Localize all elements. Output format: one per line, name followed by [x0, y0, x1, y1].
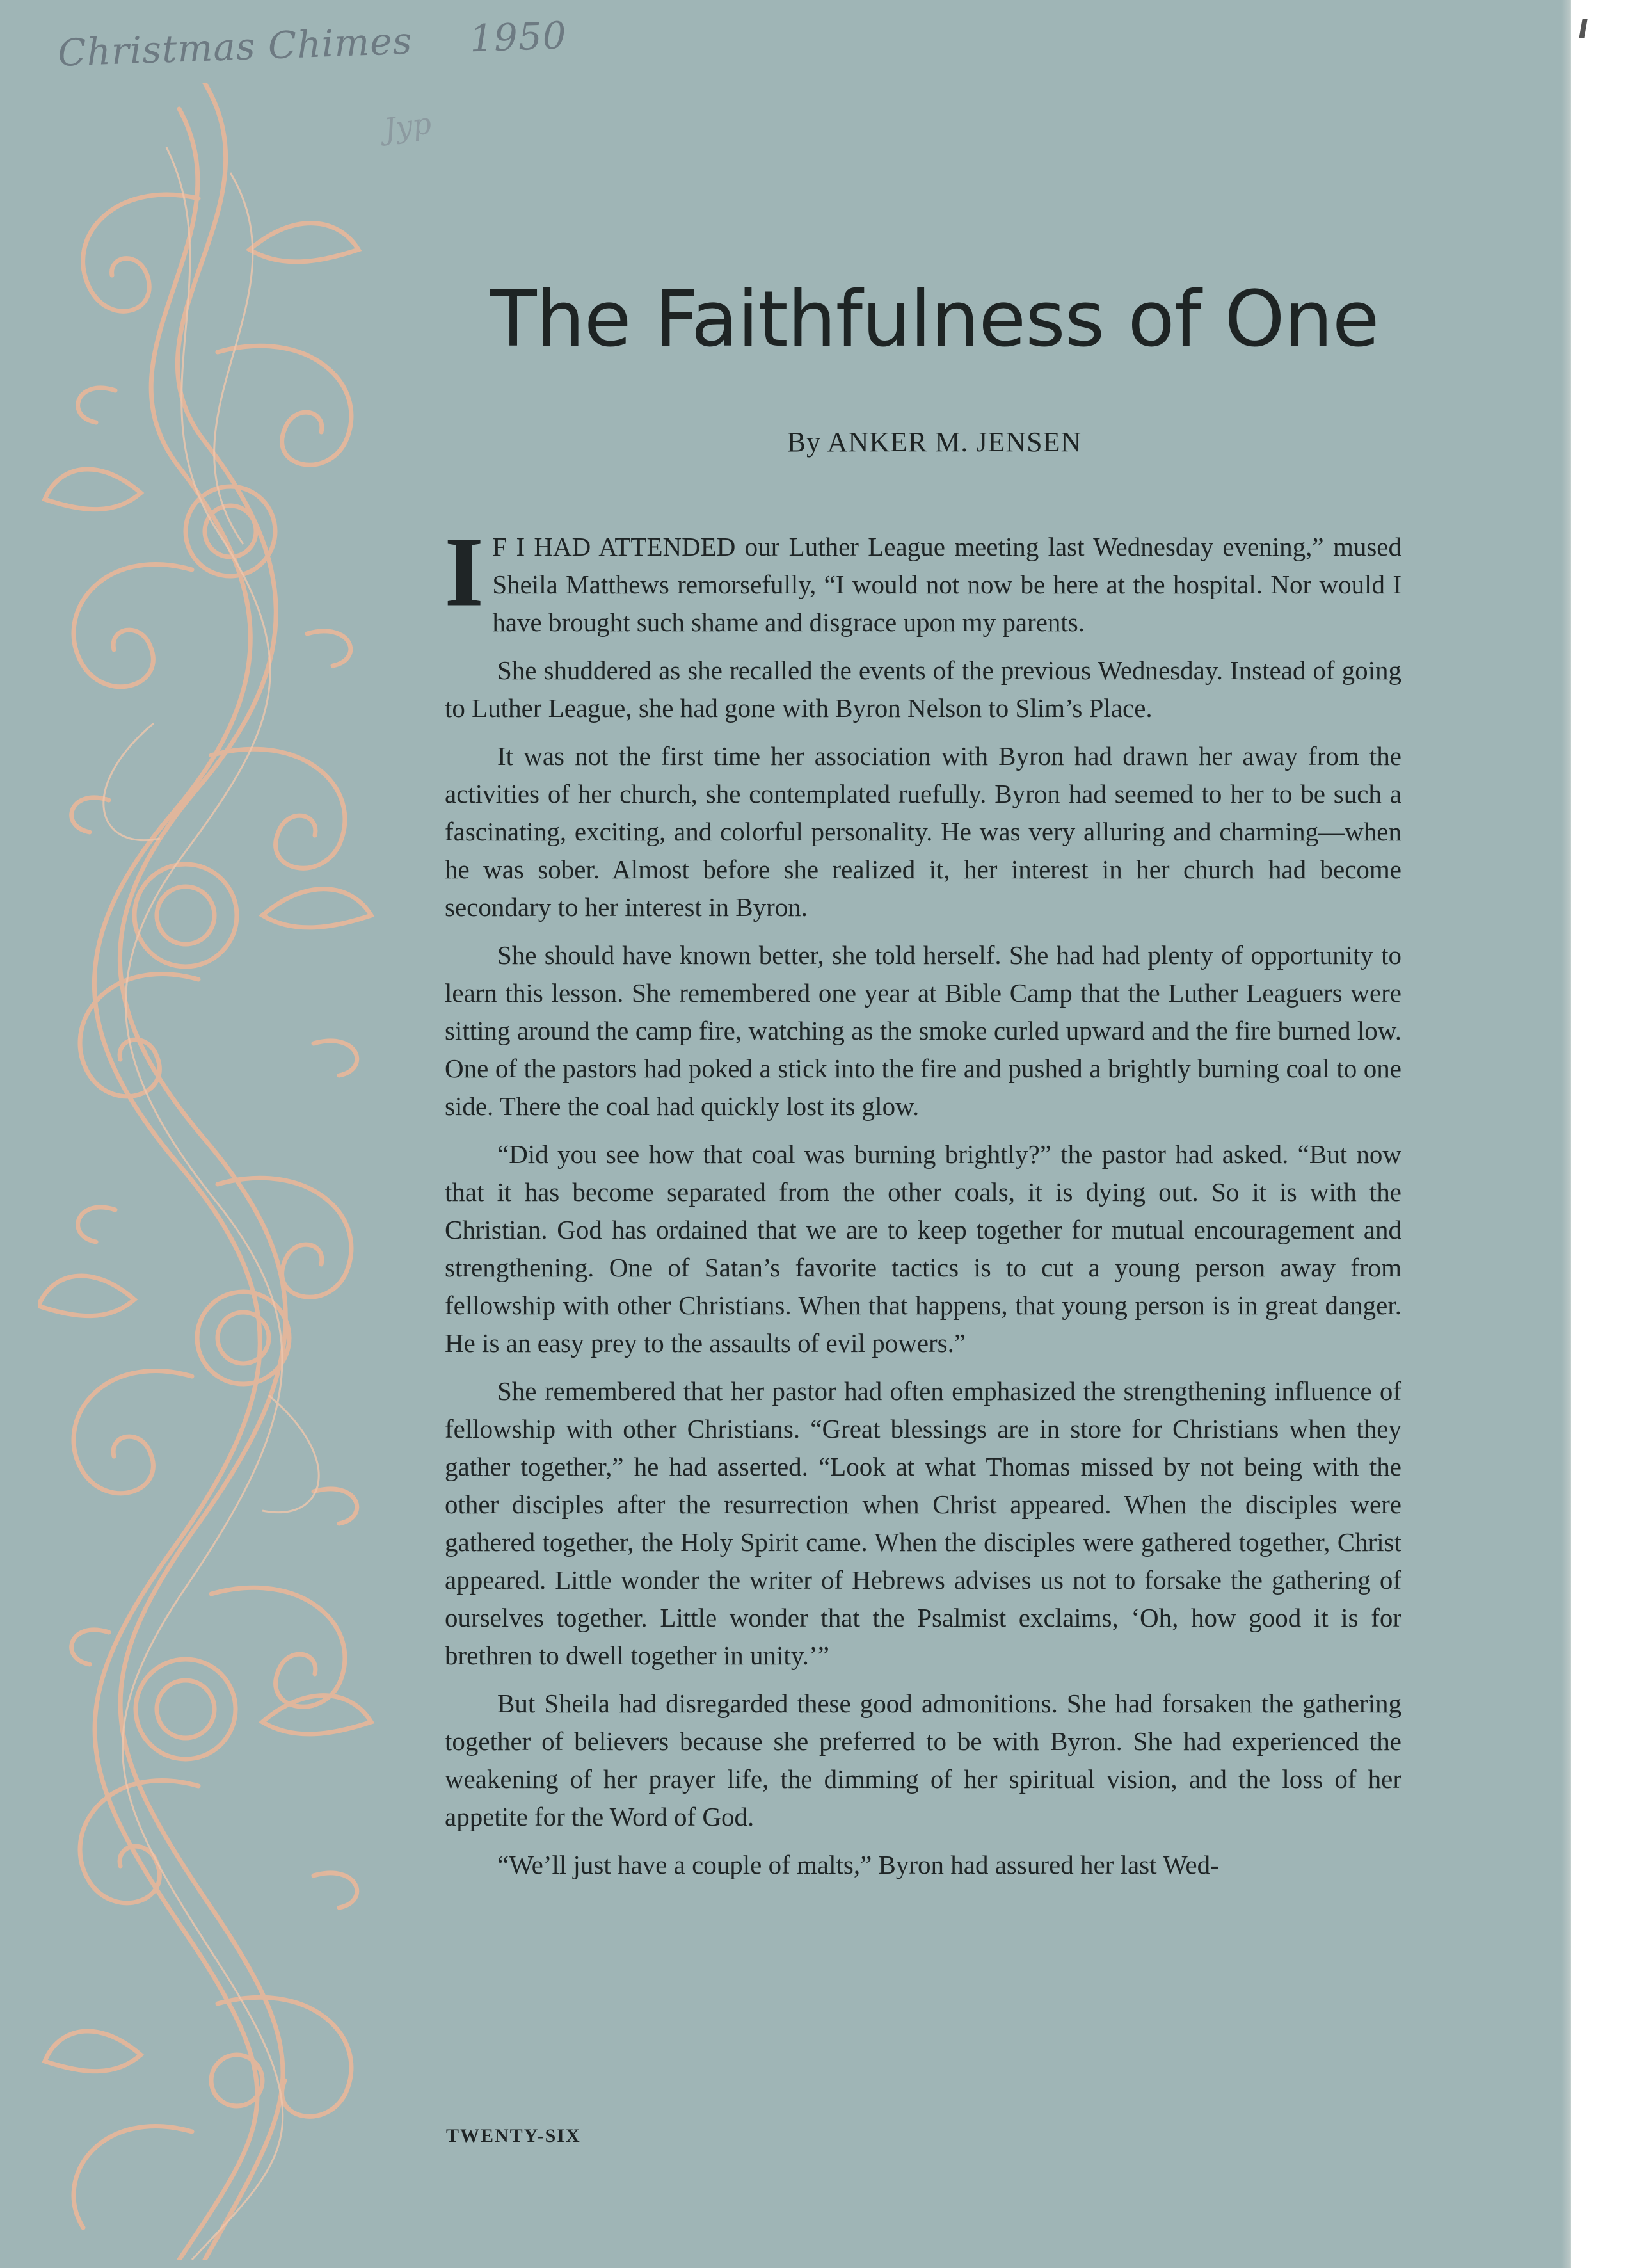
floral-border-ornament	[38, 83, 397, 2260]
handwritten-note-year: 1950	[468, 13, 568, 61]
page-edge	[1561, 0, 1571, 2268]
handwritten-note-text: Christmas Chimes	[57, 19, 413, 75]
article-body	[445, 517, 1401, 1894]
paragraph-3: It was not the first time her association with Byron had drawn her away from the activities of her church, she contemplated ruefully. Byron had seemed to her to be such a fascinating, exciting, and colorful personality. He was very alluring and charming—when he was sober. Almost before she realized it, her interest in her church had become secondary to her interest in Byron.	[445, 741, 1401, 922]
scan-corner-mark	[1579, 19, 1587, 38]
pencil-note: Jyp	[381, 106, 434, 147]
paragraph-7: But Sheila had disregarded these good admonitions. She had forsaken the gathering together of believers because she preferred to be with Byron. She had experienced the weakening of her prayer life, the dimming of her spiritual vision, and the loss of her appetite for the Word of God.	[445, 1689, 1401, 1831]
article-title: The Faithfulness of One	[490, 275, 1379, 364]
paragraph-6: She remembered that her pastor had often emphasized the strengthening influence of fellowship with other Christians. “Great blessings are in store for Christians when they gather together,” he had asserted. “Look at what Thomas missed by not being with the other disciples after the resurrection when Christ appeared. When the disciples were gathered together, the Holy Spirit came. When the disciples were gathered together, Christ appeared. Little wonder the writer of Hebrews advises us not to forsake the gathering of ourselves together. Little wonder that the Psalmist exclaims, ‘Oh, how good it is for brethren to dwell together in unity.’”	[445, 1376, 1401, 1670]
page-folio: TWENTY-SIX	[446, 2125, 581, 2146]
article-byline: By ANKER M. JENSEN	[787, 426, 1082, 458]
paragraph-5: “Did you see how that coal was burning brightly?” the pastor had asked. “But now that it has become separated from the other coals, it is dying out. So it is with the Christian. God has ordained that we are to keep together for mutual encouragement and strengthening. One of Satan’s favorite tactics is to cut a young person away from fellowship with other Christians. When that happens, that young person is in great danger. He is an easy prey to the assaults of evil powers.”	[445, 1139, 1401, 1358]
paragraph-8: “We’ll just have a couple of malts,” Byron had assured her last Wed-	[497, 1850, 1219, 1879]
drop-cap: I	[445, 517, 484, 627]
handwritten-note	[57, 13, 568, 75]
paragraph-2: She shuddered as she recalled the events of the previous Wednesday. Instead of going to Luther League, she had gone with Byron Nelson to Slim’s Place.	[445, 655, 1401, 723]
paragraph-1-text: F I HAD ATTENDED our Luther League meeting last Wednesday evening,” mused Sheila Matthews remorsefully, “I would not now be here at the hospital. Nor would I have brought such shame and disgrace upon my parents.	[492, 532, 1401, 637]
paragraph-1	[445, 517, 1401, 641]
paragraph-4: She should have known better, she told herself. She had had plenty of opportunity to learn this lesson. She remembered one year at Bible Camp that the Luther Leaguers were sitting around the camp fire, watching as the smoke curled upward and the fire burned low. One of the pastors had poked a stick into the fire and pushed a brightly burning coal to one side. There the coal had quickly lost its glow.	[445, 940, 1401, 1121]
